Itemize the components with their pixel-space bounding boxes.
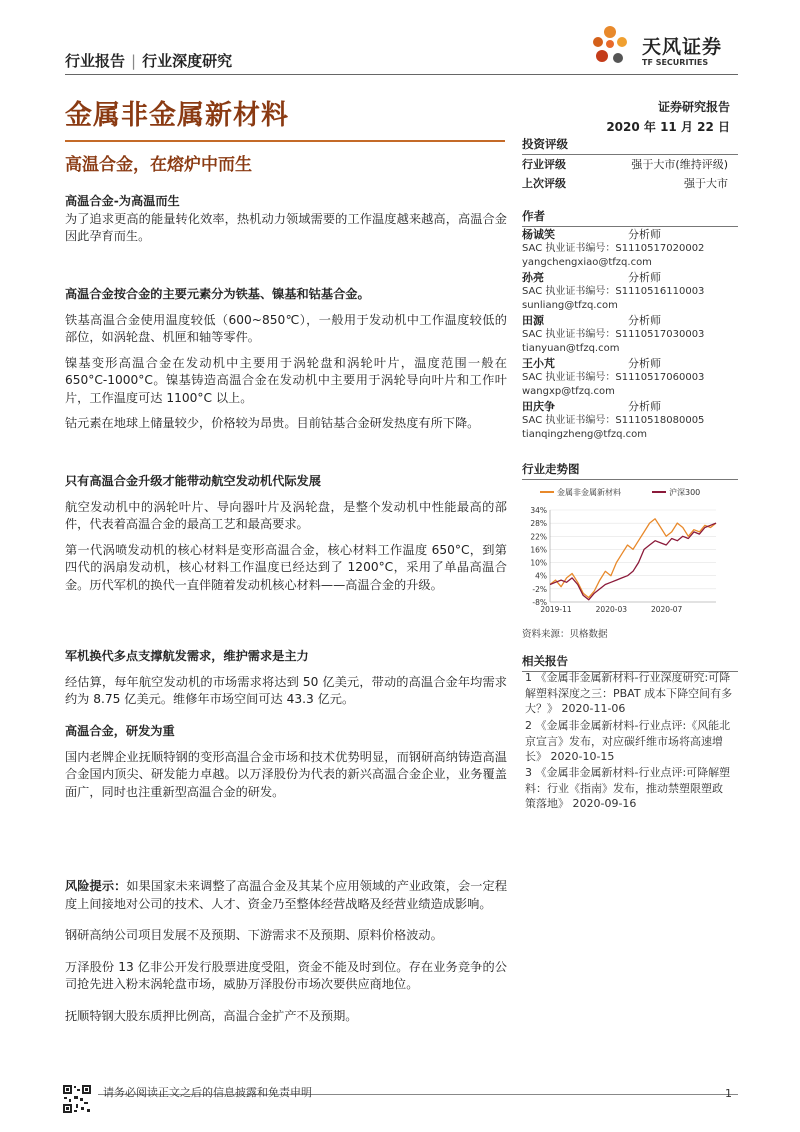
section-heading: 高温合金，研发为重 xyxy=(65,724,175,738)
section-heading: 高温合金按合金的主要元素分为铁基、镍基和钴基合金。 xyxy=(65,287,370,301)
rating-header: 投资评级 xyxy=(522,136,738,155)
y-tick-label: 34% xyxy=(530,506,547,515)
y-tick-label: 4% xyxy=(535,571,547,581)
report-category xyxy=(65,50,232,71)
analyst-card xyxy=(522,357,738,399)
related-report-item[interactable]: 1 《金属非金属新材料-行业深度研究:可降解塑料深度之三：PBAT 成本下降空间有多大？》 2020-11-06 xyxy=(525,671,733,715)
legend-label: 金属非金属新材料 xyxy=(557,488,621,497)
related-header: 相关报告 xyxy=(522,653,738,672)
analyst-cert: SAC 执业证书编号：S1110517020002 xyxy=(522,243,705,254)
analyst-cert: SAC 执业证书编号：S1110516110003 xyxy=(522,286,705,297)
analyst-email[interactable]: yangchengxiao@tfzq.com xyxy=(522,257,652,268)
y-tick-label: 22% xyxy=(530,532,547,542)
section-heading: 高温合金-为高温而生 xyxy=(65,194,180,208)
risk-text: 如果国家未来调整了高温合金及其某个应用领域的产业政策，会一定程度上间接地对公司的技术、人才、资金乃至整体经营战略及经营业绩造成影响。 xyxy=(65,879,508,911)
chart-grid xyxy=(550,510,716,602)
last-rating-label: 上次评级 xyxy=(522,177,566,190)
legend-label: 沪深300 xyxy=(669,488,701,497)
logo-mark-icon xyxy=(590,22,638,70)
industry-rating-row xyxy=(522,156,738,172)
analyst-role: 分析师 xyxy=(628,314,661,327)
analyst-cert: SAC 执业证书编号：S1110517060003 xyxy=(522,372,705,383)
logo-english-name: TF SECURITIES xyxy=(642,58,709,67)
report-date: 2020 年 11 月 22 日 xyxy=(606,120,730,134)
chart-y-axis xyxy=(530,506,547,607)
chart-x-axis xyxy=(540,605,682,614)
series-line xyxy=(550,523,716,600)
footer-disclaimer: 请务必阅读正文之后的信息披露和免责申明 xyxy=(103,1086,312,1099)
related-report-item[interactable]: 2 《金属非金属新材料-行业点评:《风能北京宣言》发布，对应碳纤维市场将高速增长》 2020-10-15 xyxy=(525,719,731,763)
industry-rating-label: 行业评级 xyxy=(522,158,566,171)
page-title: 金属非金属新材料 xyxy=(65,100,289,131)
trend-chart xyxy=(522,480,722,620)
risk-paragraph: 抚顺特钢大股东质押比例高，高温合金扩产不及预期。 xyxy=(65,1008,358,1023)
section-paragraph: 铁基高温合金使用温度较低（600~850℃），一般用于发动机中工作温度较低的部位，如涡轮盘、机匣和轴等零件。 xyxy=(65,312,507,344)
risk-paragraph: 钢研高纳公司项目发展不及预期、下游需求不及预期、原料价格波动。 xyxy=(65,928,443,942)
chart-legend xyxy=(540,487,700,497)
analyst-email[interactable]: tianyuan@tfzq.com xyxy=(522,343,620,354)
chart-series xyxy=(550,519,716,600)
analyst-name: 田庆争 xyxy=(522,400,555,413)
company-logo xyxy=(590,22,740,72)
authors-header: 作者 xyxy=(522,208,738,227)
industry-rating-value: 强于大市(维持评级) xyxy=(631,158,728,171)
analyst-name: 杨诚笑 xyxy=(522,228,555,241)
y-tick-label: -2% xyxy=(532,584,547,594)
section-paragraph: 经估算，每年航空发动机的市场需求将达到 50 亿美元，带动的高温合金年均需求约为 8.75 亿美元。维修年市场空间可达 43.3 亿元。 xyxy=(65,674,507,706)
section-5 xyxy=(65,723,507,809)
qr-code-icon xyxy=(62,1084,92,1114)
analyst-name: 王小芃 xyxy=(522,357,555,370)
y-tick-label: 16% xyxy=(530,545,547,555)
section-3 xyxy=(65,473,507,602)
analyst-role: 分析师 xyxy=(628,228,661,241)
chart-source: 资料来源：贝格数据 xyxy=(522,629,608,640)
analyst-role: 分析师 xyxy=(628,357,661,370)
logo-chinese-name: 天风证券 xyxy=(642,36,723,58)
section-heading: 只有高温合金升级才能带动航空发动机代际发展 xyxy=(65,474,321,488)
trend-chart-svg xyxy=(522,480,722,620)
section-2 xyxy=(65,286,507,441)
analyst-role: 分析师 xyxy=(628,400,661,413)
trend-chart-header: 行业走势图 xyxy=(522,461,738,480)
header-divider xyxy=(65,74,738,75)
analyst-email[interactable]: wangxp@tfzq.com xyxy=(522,386,615,397)
last-rating-row xyxy=(522,175,738,191)
analyst-cert: SAC 执业证书编号：S1110517030003 xyxy=(522,329,705,340)
analyst-cert: SAC 执业证书编号：S1110518080005 xyxy=(522,415,705,426)
risk-paragraph: 万泽股份 13 亿非公开发行股票进度受阻，资金不能及时到位。存在业务竞争的公司抢先进入粉末涡轮盘市场，威胁万泽股份市场次要供应商地位。 xyxy=(65,959,507,991)
analyst-name: 孙亮 xyxy=(522,271,544,284)
section-paragraph: 为了追求更高的能量转化效率，热机动力领域需要的工作温度越来越高，高温合金因此孕育而生。 xyxy=(65,211,507,243)
section-1 xyxy=(65,193,507,254)
related-report-item[interactable]: 3 《金属非金属新材料-行业点评:可降解塑料：行业《指南》发布，推动禁塑限塑政策落地》 2020-09-16 xyxy=(525,766,731,810)
risk-paragraph xyxy=(65,878,507,913)
page-subtitle: 高温合金，在熔炉中而生 xyxy=(65,155,252,175)
section-4 xyxy=(65,648,507,717)
section-paragraph: 国内老牌企业抚顺特钢的变形高温合金市场和技术优势明显，而钢研高纳铸造高温合金国内顶尖、研发能力卓越。以万泽股份为代表的新兴高温合金企业，业务覆盖面广，同时也注重新型高温合金的研发。 xyxy=(65,749,507,799)
analyst-email[interactable]: tianqingzheng@tfzq.com xyxy=(522,429,647,440)
category-separator: | xyxy=(131,52,137,70)
series-line xyxy=(550,519,716,598)
analyst-email[interactable]: sunliang@tfzq.com xyxy=(522,300,618,311)
analyst-card xyxy=(522,314,738,356)
section-paragraph: 钴元素在地球上储量较少，价格较为昂贵。目前钴基合金研发热度有所下降。 xyxy=(65,416,480,430)
risk-section xyxy=(65,878,507,1033)
section-paragraph: 镍基变形高温合金在发动机中主要用于涡轮盘和涡轮叶片，温度范围一般在650°C-1000°C。镍基铸造高温合金在发动机中主要用于涡轮导向叶片和工作叶片，工作温度可达 1100°C 以上。 xyxy=(65,355,507,405)
section-paragraph: 第一代涡喷发动机的核心材料是变形高温合金，核心材料工作温度 650°C，到第四代的涡扇发动机，核心材料工作温度已经达到了 1200°C，采用了单晶高温合金。历代军机的换代一直伴随着发动机核心材料——高温合金的升级。 xyxy=(65,542,507,592)
y-tick-label: -8% xyxy=(532,598,547,607)
category-label: 行业报告 xyxy=(65,52,126,70)
analyst-role: 分析师 xyxy=(628,271,661,284)
subcategory-label: 行业深度研究 xyxy=(142,52,233,70)
section-heading: 军机换代多点支撑航发需求，维护需求是主力 xyxy=(65,649,309,663)
title-underline xyxy=(65,140,505,142)
analyst-card xyxy=(522,228,738,270)
report-kind: 证券研究报告 xyxy=(657,100,730,114)
last-rating-value: 强于大市 xyxy=(684,177,728,190)
y-tick-label: 10% xyxy=(530,558,547,568)
x-tick-label: 2020-07 xyxy=(650,605,683,614)
analyst-card xyxy=(522,271,738,313)
x-tick-label: 2020-03 xyxy=(595,605,628,614)
section-paragraph: 航空发动机中的涡轮叶片、导向器叶片及涡轮盘，是整个发动机中性能最高的部件，代表着高温合金的最高工艺和最高要求。 xyxy=(65,499,507,531)
analyst-card xyxy=(522,400,738,442)
y-tick-label: 28% xyxy=(530,519,547,529)
analyst-name: 田源 xyxy=(522,314,544,327)
x-tick-label: 2019-11 xyxy=(540,605,572,614)
risk-label: 风险提示： xyxy=(65,879,127,893)
page-number: 1 xyxy=(725,1087,732,1100)
